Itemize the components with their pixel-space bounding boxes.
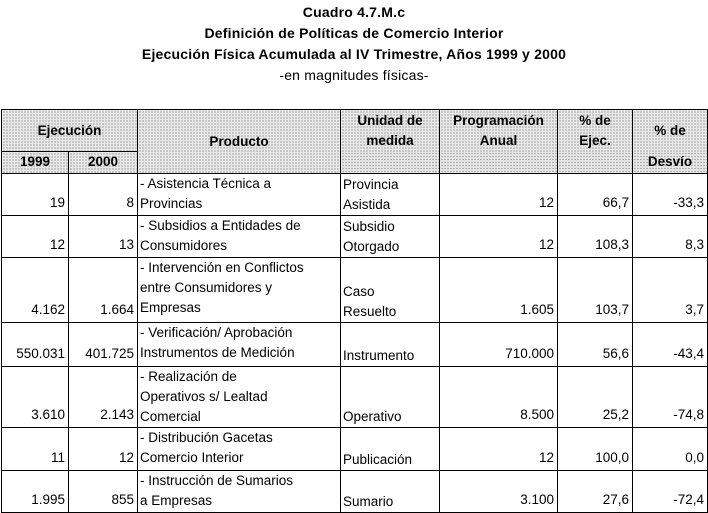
table-row [2, 323, 708, 367]
cell-1999: 3.610 [2, 367, 69, 428]
producto-line: entre Consumidores y [140, 280, 273, 295]
cell-producto [138, 258, 341, 323]
header-pct-desvio-top: % de [633, 110, 708, 152]
cell-programacion: 12 [440, 174, 558, 216]
header-pct-ejec [558, 110, 633, 152]
cell-1999: 19 [2, 174, 69, 216]
cell-producto [138, 471, 341, 513]
cell-1999: 11 [2, 428, 69, 471]
producto-line: Empresas [140, 300, 201, 315]
table-units-note: -en magnitudes físicas- [279, 67, 429, 83]
cell-2000: 2.143 [69, 367, 138, 428]
cell-producto [138, 216, 341, 258]
cell-1999: 550.031 [2, 323, 69, 367]
cell-pct-ejec: 66,7 [558, 174, 633, 216]
cell-producto [138, 428, 341, 471]
table-row [2, 471, 708, 513]
producto-line: - Realización de [140, 369, 237, 384]
header-unidad [341, 110, 440, 152]
cell-pct-desvio: 8,3 [633, 216, 708, 258]
cell-pct-desvio: -74,8 [633, 367, 708, 428]
header-2000: 2000 [69, 152, 138, 174]
header-pct-ejec-blank [558, 152, 633, 174]
producto-line: - Intervención en Conflictos [140, 260, 304, 275]
producto-line: Instrumentos de Medición [140, 345, 295, 360]
header-programacion-blank [440, 152, 558, 174]
cell-2000: 13 [69, 216, 138, 258]
producto-line: - Subsidios a Entidades de [140, 218, 301, 233]
header-ejecucion: Ejecución [2, 110, 138, 152]
cell-programacion: 1.605 [440, 258, 558, 323]
header-unidad-line2: medida [366, 133, 414, 148]
cell-pct-ejec: 25,2 [558, 367, 633, 428]
header-pct-ejec-line2: Ejec. [579, 133, 611, 148]
producto-line: - Asistencia Técnica a [140, 176, 272, 191]
producto-line: Consumidores [140, 238, 228, 253]
cell-programacion: 710.000 [440, 323, 558, 367]
cell-pct-desvio: 0,0 [633, 428, 708, 471]
unidad-line: Subsidio [343, 219, 395, 234]
header-producto: Producto [138, 110, 341, 174]
cell-2000: 1.664 [69, 258, 138, 323]
cell-2000: 8 [69, 174, 138, 216]
cell-pct-desvio: -72,4 [633, 471, 708, 513]
producto-line: - Distribución Gacetas [140, 430, 273, 445]
cell-programacion: 3.100 [440, 471, 558, 513]
cell-pct-ejec: 100,0 [558, 428, 633, 471]
table-number: Cuadro 4.7.M.c [302, 4, 406, 20]
header-programacion-line2: Anual [479, 133, 518, 148]
cell-unidad [341, 471, 440, 513]
unidad-line: Sumario [343, 494, 394, 509]
cell-pct-desvio: 3,7 [633, 258, 708, 323]
producto-line: Provincias [140, 196, 203, 211]
cell-1999: 1.995 [2, 471, 69, 513]
cell-programacion: 12 [440, 428, 558, 471]
cell-producto [138, 174, 341, 216]
cell-unidad [341, 428, 440, 471]
header-unidad-blank [341, 152, 440, 174]
title-block [0, 2, 708, 86]
table-row [2, 174, 708, 216]
cell-unidad [341, 258, 440, 323]
cell-pct-ejec: 56,6 [558, 323, 633, 367]
producto-line: - Instrucción de Sumarios [140, 473, 294, 488]
cell-unidad [341, 174, 440, 216]
table-subtitle: Ejecución Física Acumulada al IV Trimestre, Años 1999 y 2000 [141, 46, 567, 62]
unidad-line: Instrumento [343, 348, 415, 363]
unidad-line: Publicación [343, 452, 413, 467]
producto-line: - Verificación/ Aprobación [140, 325, 293, 340]
producto-line: a Empresas [140, 493, 213, 508]
cell-2000: 12 [69, 428, 138, 471]
cell-pct-ejec: 103,7 [558, 258, 633, 323]
table-row [2, 428, 708, 471]
header-programacion [440, 110, 558, 152]
execution-table [1, 109, 708, 513]
header-unidad-line1: Unidad de [357, 113, 423, 128]
unidad-line: Otorgado [343, 239, 400, 254]
table-row [2, 367, 708, 428]
unidad-line: Caso [343, 284, 375, 299]
header-pct-desvio: Desvío [633, 152, 708, 174]
producto-line: Comercio Interior [140, 450, 244, 465]
cell-pct-ejec: 108,3 [558, 216, 633, 258]
cell-programacion: 8.500 [440, 367, 558, 428]
header-pct-ejec-line1: % de [579, 113, 611, 128]
cell-1999: 12 [2, 216, 69, 258]
table-row [2, 258, 708, 323]
cell-producto [138, 367, 341, 428]
producto-line: Comercial [140, 409, 201, 424]
cell-unidad [341, 323, 440, 367]
cell-pct-desvio: -43,4 [633, 323, 708, 367]
unidad-line: Asistida [343, 197, 391, 212]
cell-programacion: 12 [440, 216, 558, 258]
cell-pct-ejec: 27,6 [558, 471, 633, 513]
cell-2000: 401.725 [69, 323, 138, 367]
unidad-line: Resuelto [343, 304, 397, 319]
table-title: Definición de Políticas de Comercio Interior [204, 25, 504, 41]
header-programacion-line1: Programación [453, 113, 544, 128]
cell-producto [138, 323, 341, 367]
table-body [2, 174, 708, 513]
cell-2000: 855 [69, 471, 138, 513]
header-1999: 1999 [2, 152, 69, 174]
cell-unidad [341, 216, 440, 258]
cell-unidad [341, 367, 440, 428]
cell-1999: 4.162 [2, 258, 69, 323]
cell-pct-desvio: -33,3 [633, 174, 708, 216]
producto-line: Operativos s/ Lealtad [140, 389, 268, 404]
unidad-line: Provincia [343, 177, 399, 192]
unidad-line: Operativo [343, 409, 402, 424]
table-row [2, 216, 708, 258]
